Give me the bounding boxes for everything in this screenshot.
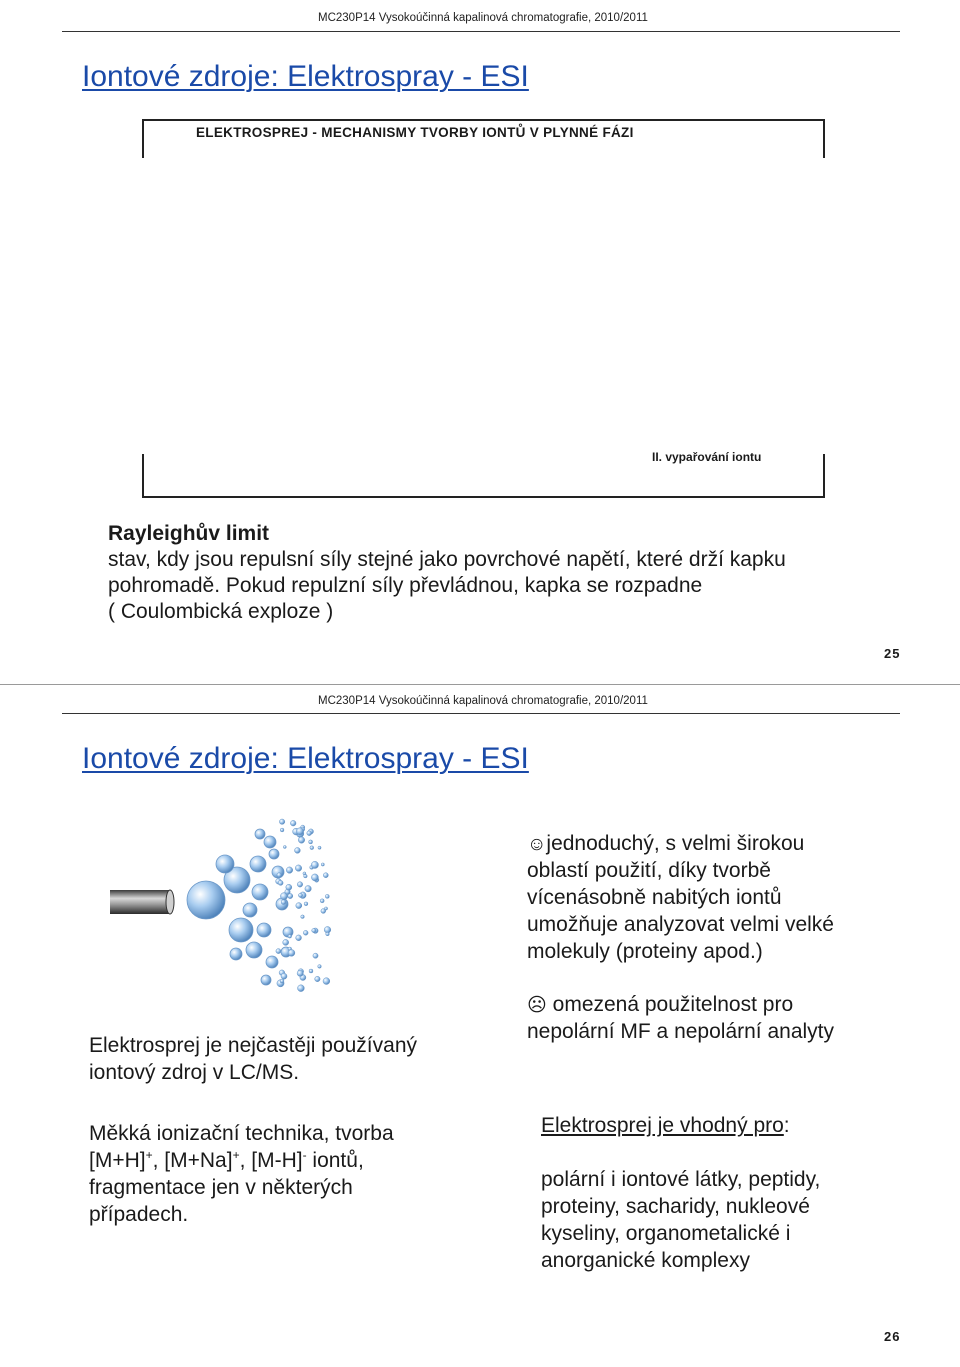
frown-icon: ☹ [527, 995, 547, 1016]
advantage-line-4: umožňuje analyzovat velmi velké [527, 913, 834, 936]
slide1-page-number: 25 [884, 646, 901, 661]
micro-droplet [278, 880, 283, 885]
advantage-line-5: molekuly (proteiny apod.) [527, 940, 763, 963]
left-para1-line-2: iontový zdroj v LC/MS. [89, 1061, 300, 1084]
slide1-header-rule [62, 31, 900, 32]
capillary-needle [110, 890, 174, 914]
micro-droplet [288, 935, 292, 939]
micro-droplet [297, 882, 302, 887]
droplet [187, 881, 225, 919]
micro-droplet [298, 893, 302, 897]
micro-droplet [288, 950, 295, 957]
droplet [243, 903, 257, 917]
micro-droplet [321, 863, 324, 866]
droplet [257, 923, 271, 937]
electrospray-illustration [100, 812, 340, 1004]
advantage-line-2: oblastí použití, díky tvorbě [527, 859, 771, 882]
left-para2-line-3: fragmentace jen v některých [89, 1176, 353, 1199]
droplet [264, 836, 276, 848]
micro-droplet [303, 930, 308, 935]
micro-droplet [309, 969, 313, 973]
micro-droplet [325, 894, 329, 898]
disadvantage-line-2: nepolární MF a nepolární analyty [527, 1020, 835, 1043]
left-para1-line-1: Elektrosprej je nejčastěji používaný [89, 1034, 418, 1057]
micro-droplet [301, 915, 305, 919]
micro-droplet [298, 985, 305, 992]
micro-droplet [311, 861, 318, 868]
droplet [252, 884, 268, 900]
micro-droplet [318, 846, 321, 849]
micro-droplet [320, 899, 324, 903]
micro-droplet [305, 886, 311, 892]
suitable-heading: Elektrosprej je vhodný pro: [541, 1114, 790, 1137]
droplet [266, 956, 278, 968]
rayleigh-line-1: stav, kdy jsou repulsní síly stejné jako povrchové napětí, které drží kapku [108, 548, 786, 571]
droplet [269, 849, 279, 859]
slide-separator [0, 684, 960, 685]
micro-droplet [296, 935, 302, 941]
micro-droplet [279, 819, 284, 824]
micro-droplet [276, 949, 281, 954]
droplet [216, 855, 234, 873]
slide2-header: MC230P14 Vysokoúčinná kapalinová chromatografie, 2010/2011 [318, 695, 648, 707]
suitable-line-3: kyseliny, organometalické i [541, 1222, 791, 1245]
micro-droplet [318, 965, 322, 969]
droplet [246, 942, 262, 958]
droplet [250, 856, 266, 872]
micro-droplet [312, 928, 316, 932]
suitable-line-1: polární i iontové látky, peptidy, [541, 1168, 821, 1191]
micro-droplet [283, 846, 286, 849]
figure-caption: II. vypařování iontu [652, 450, 762, 464]
figure-title: ELEKTROSPREJ - MECHANISMY TVORBY IONTŮ V PLYNNÉ FÁZI [196, 125, 634, 140]
micro-droplet [324, 907, 327, 910]
droplet [229, 918, 253, 942]
suitable-line-2: proteiny, sacharidy, nukleové [541, 1195, 810, 1218]
droplet [255, 829, 265, 839]
micro-droplet [304, 902, 308, 906]
rayleigh-heading: Rayleighův limit [108, 522, 270, 545]
micro-droplet [323, 978, 330, 985]
micro-droplet [295, 865, 301, 871]
micro-droplet [277, 873, 282, 878]
slide2-header-rule [62, 713, 900, 714]
micro-droplet [296, 903, 302, 909]
micro-droplet [295, 848, 301, 854]
spray-droplets [187, 819, 331, 992]
micro-droplet [281, 900, 286, 905]
micro-droplet [326, 932, 330, 936]
slide2-page-number: 26 [884, 1329, 901, 1344]
micro-droplet [303, 872, 306, 875]
micro-droplet [313, 953, 318, 958]
advantage-line-1: ☺jednoduchý, s velmi širokou [527, 832, 805, 855]
micro-droplet [297, 970, 303, 976]
disadvantage-line-1: ☹ omezená použitelnost pro [527, 993, 794, 1016]
micro-droplet [315, 976, 320, 981]
micro-droplet [283, 939, 289, 945]
micro-droplet [298, 837, 304, 843]
slide1-header: MC230P14 Vysokoúčinná kapalinová chromatografie, 2010/2011 [318, 12, 648, 24]
micro-droplet [310, 846, 314, 850]
micro-droplet [290, 820, 296, 826]
micro-droplet [309, 840, 313, 844]
micro-droplet [286, 867, 292, 873]
mechanism-figure [142, 119, 825, 498]
droplet [261, 975, 271, 985]
figure-blank-area [140, 158, 829, 454]
left-para2-line-1: Měkká ionizační technika, tvorba [89, 1122, 394, 1145]
micro-droplet [281, 973, 287, 979]
rayleigh-line-3: ( Coulombická exploze ) [108, 600, 334, 623]
slide2-title: Iontové zdroje: Elektrospray - ESI [82, 742, 529, 775]
micro-droplet [280, 828, 284, 832]
micro-droplet [296, 828, 303, 835]
suitable-line-4: anorganické komplexy [541, 1249, 750, 1272]
micro-droplet [323, 873, 328, 878]
droplet [230, 948, 242, 960]
micro-droplet [286, 884, 292, 890]
micro-droplet [307, 831, 312, 836]
smiley-icon: ☺ [527, 834, 547, 855]
left-para2-line-4: případech. [89, 1203, 189, 1226]
slide1-title: Iontové zdroje: Elektrospray - ESI [82, 60, 529, 93]
advantage-line-3: vícenásobně nabitých iontů [527, 886, 782, 909]
micro-droplet [280, 979, 284, 983]
left-para2-line-2: [M+H]+, [M+Na]+, [M-H]- iontů, [89, 1148, 364, 1172]
rayleigh-line-2: pohromadě. Pokud repulzní síly převládnou, kapka se rozpadne [108, 574, 703, 597]
micro-droplet [311, 874, 318, 881]
